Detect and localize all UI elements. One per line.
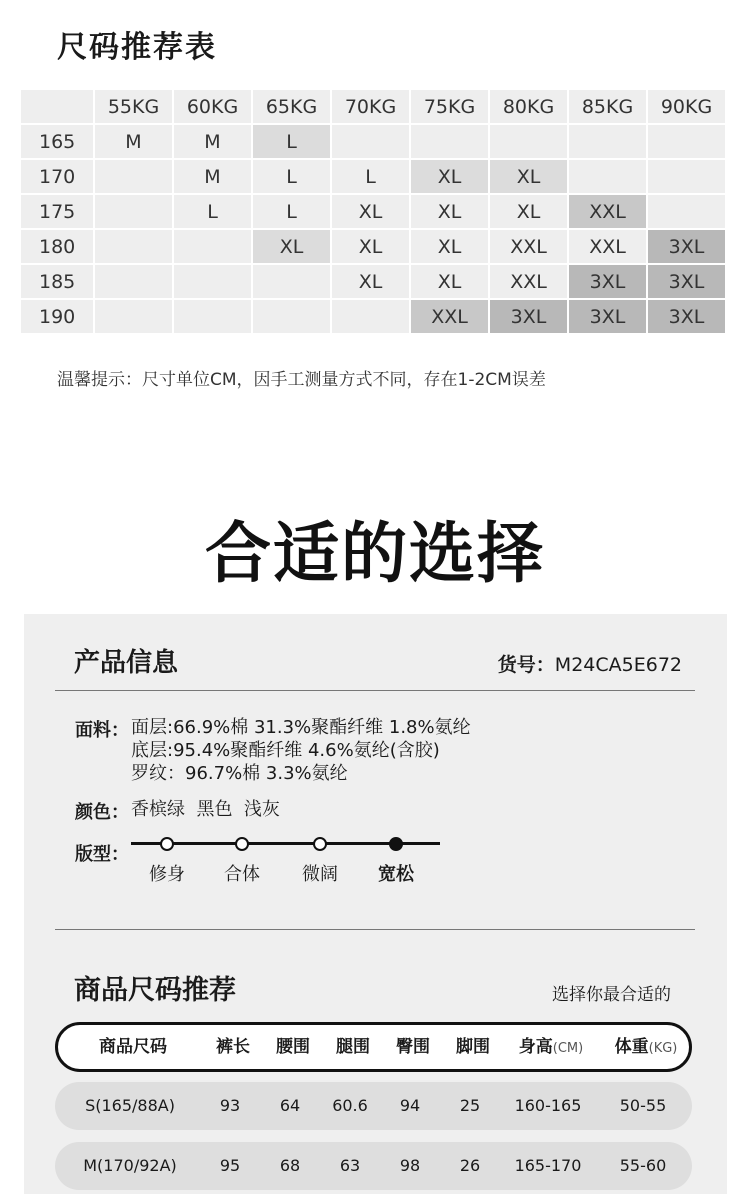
recommend-title: 商品尺码推荐 <box>74 975 236 1006</box>
sku-value: M24CA5E672 <box>554 654 682 676</box>
size-cell: M <box>174 125 251 158</box>
fit-label: 版型： <box>75 844 129 865</box>
size-cell <box>648 195 725 228</box>
recommend-row <box>55 1142 692 1190</box>
recommend-subtitle: 选择你最合适的 <box>552 985 671 1005</box>
size-cell <box>95 160 172 193</box>
color-label: 颜色： <box>75 802 129 823</box>
size-cell: 3XL <box>648 300 725 333</box>
size-cell: XXL <box>569 195 646 228</box>
recommend-header <box>55 1022 692 1072</box>
recommend-cell: 160-165 <box>514 1096 582 1115</box>
fabric-line: 底层:95.4%聚酯纤维 4.6%氨纶(含胶) <box>131 740 440 761</box>
size-row <box>21 230 725 263</box>
size-cell: XXL <box>569 230 646 263</box>
size-cell: XL <box>411 265 488 298</box>
size-cell: 3XL <box>648 230 725 263</box>
recommend-cell: 25 <box>459 1096 481 1115</box>
col-header-text: 体重 <box>614 1037 649 1057</box>
col-header-text: 身高 <box>518 1037 553 1057</box>
unit-label: (KG) <box>648 1041 678 1056</box>
size-cell <box>95 300 172 333</box>
divider <box>55 690 695 691</box>
weight-header: 80KG <box>490 90 567 123</box>
size-cell: XL <box>332 265 409 298</box>
color-text: 香槟绿 黑色 浅灰 <box>131 799 280 820</box>
headline: 合适的选择 <box>205 515 545 592</box>
fit-dot <box>313 837 327 851</box>
size-note: 温馨提示：尺寸单位CM，因手工测量方式不同，存在1-2CM误差 <box>57 370 546 390</box>
height-header: 190 <box>21 300 93 333</box>
recommend-col-header <box>596 1025 696 1069</box>
size-cell: XL <box>490 160 567 193</box>
size-cell: XL <box>332 195 409 228</box>
size-row <box>21 300 725 333</box>
product-info-panel <box>24 614 727 1194</box>
size-cell <box>253 300 330 333</box>
weight-header: 70KG <box>332 90 409 123</box>
recommend-cell: 50-55 <box>619 1096 667 1115</box>
size-cell: XXL <box>411 300 488 333</box>
size-cell <box>332 125 409 158</box>
size-cell: 3XL <box>648 265 725 298</box>
product-info-title: 产品信息 <box>74 648 179 678</box>
size-cell <box>569 160 646 193</box>
recommend-col-header <box>496 1025 606 1069</box>
fabric-line: 面层:66.9%棉 31.3%聚酯纤维 1.8%氨纶 <box>131 717 471 738</box>
size-row <box>21 125 725 158</box>
size-cell <box>490 125 567 158</box>
size-cell: XL <box>411 195 488 228</box>
weight-header: 75KG <box>411 90 488 123</box>
recommend-cell: M(170/92A) <box>83 1156 177 1175</box>
recommend-cell: 98 <box>399 1156 421 1175</box>
fabric-label: 面料： <box>75 720 129 741</box>
size-cell: XXL <box>490 230 567 263</box>
size-cell <box>648 125 725 158</box>
size-cell <box>174 300 251 333</box>
size-cell: XL <box>411 230 488 263</box>
size-row <box>21 195 725 228</box>
weight-header: 65KG <box>253 90 330 123</box>
recommend-cell: 63 <box>339 1156 361 1175</box>
size-chart-title: 尺码推荐表 <box>57 30 217 65</box>
recommend-cell: 68 <box>279 1156 301 1175</box>
size-cell <box>95 230 172 263</box>
size-cell <box>95 265 172 298</box>
size-cell: L <box>253 125 330 158</box>
fit-dot <box>235 837 249 851</box>
fit-option-label: 微阔 <box>302 864 338 885</box>
size-chart-table <box>19 88 727 335</box>
weight-header: 60KG <box>174 90 251 123</box>
size-cell <box>411 125 488 158</box>
recommend-cell: 64 <box>279 1096 301 1115</box>
size-cell <box>332 300 409 333</box>
weight-header: 85KG <box>569 90 646 123</box>
weight-header: 90KG <box>648 90 725 123</box>
size-cell: 3XL <box>490 300 567 333</box>
size-cell: M <box>95 125 172 158</box>
size-cell: XL <box>253 230 330 263</box>
recommend-row <box>55 1082 692 1130</box>
weight-header: 55KG <box>95 90 172 123</box>
col-header-text: 脚围 <box>456 1037 490 1057</box>
size-cell: L <box>253 160 330 193</box>
recommend-cell: S(165/88A) <box>85 1096 175 1115</box>
sku-label: 货号： <box>497 654 555 676</box>
fabric-text <box>131 716 471 785</box>
size-cell <box>174 230 251 263</box>
col-header-text: 臀围 <box>396 1037 430 1057</box>
size-row <box>21 160 725 193</box>
size-cell: XL <box>332 230 409 263</box>
col-header-text: 腿围 <box>336 1037 370 1057</box>
recommend-cell: 93 <box>219 1096 241 1115</box>
recommend-cell: 60.6 <box>332 1096 368 1115</box>
size-cell: L <box>253 195 330 228</box>
height-header: 180 <box>21 230 93 263</box>
size-cell: L <box>174 195 251 228</box>
divider <box>55 929 695 930</box>
fit-option-label: 合体 <box>224 864 260 885</box>
size-cell <box>95 195 172 228</box>
sku <box>498 650 682 677</box>
height-header: 170 <box>21 160 93 193</box>
size-cell <box>253 265 330 298</box>
size-row <box>21 265 725 298</box>
fit-option-label: 修身 <box>149 864 185 885</box>
recommend-cell: 95 <box>219 1156 241 1175</box>
size-cell <box>174 265 251 298</box>
height-header: 165 <box>21 125 93 158</box>
size-cell: M <box>174 160 251 193</box>
recommend-cell: 94 <box>399 1096 421 1115</box>
size-cell: L <box>332 160 409 193</box>
size-cell: 3XL <box>569 265 646 298</box>
unit-label: (CM) <box>552 1041 584 1056</box>
fit-option-label: 宽松 <box>378 864 414 885</box>
fit-dot <box>160 837 174 851</box>
recommend-col-header <box>58 1025 208 1069</box>
size-cell: XL <box>411 160 488 193</box>
recommend-cell: 165-170 <box>514 1156 582 1175</box>
size-cell: XL <box>490 195 567 228</box>
size-cell: XXL <box>490 265 567 298</box>
size-cell <box>648 160 725 193</box>
col-header-text: 裤长 <box>216 1037 250 1057</box>
size-cell <box>569 125 646 158</box>
height-header: 185 <box>21 265 93 298</box>
recommend-cell: 26 <box>459 1156 481 1175</box>
size-cell: 3XL <box>569 300 646 333</box>
fit-dot <box>389 837 403 851</box>
corner-cell <box>21 90 93 123</box>
col-header-text: 腰围 <box>276 1037 310 1057</box>
col-header-text: 商品尺码 <box>99 1037 167 1057</box>
recommend-cell: 55-60 <box>619 1156 667 1175</box>
height-header: 175 <box>21 195 93 228</box>
fabric-line: 罗纹：96.7%棉 3.3%氨纶 <box>131 763 348 784</box>
